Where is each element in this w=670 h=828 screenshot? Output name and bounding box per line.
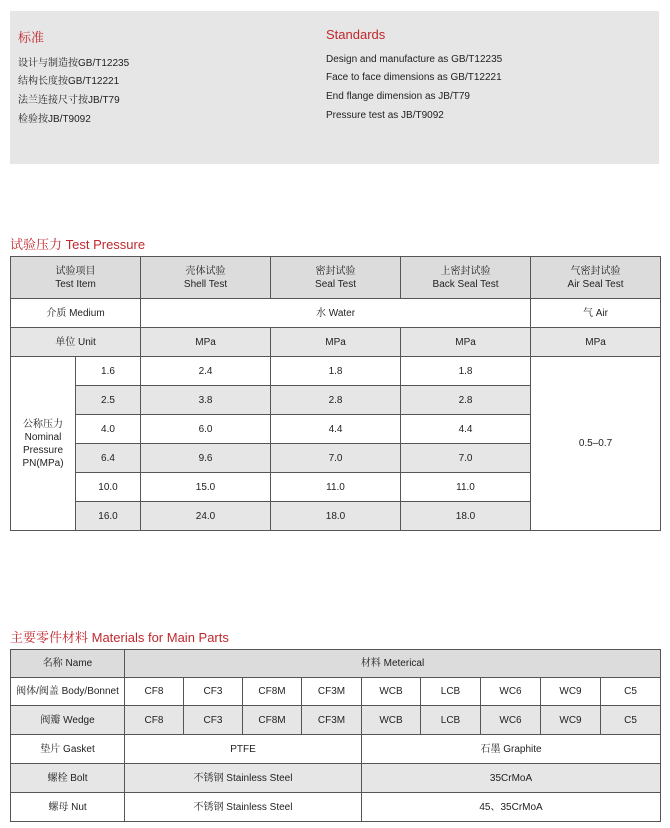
table-row-nut — [11, 793, 661, 822]
material-cell: WCB — [362, 678, 421, 706]
air-seal-value: 0.5–0.7 — [531, 357, 661, 531]
material-header: 材料 Meterical — [125, 650, 661, 678]
back-seal-value: 18.0 — [401, 502, 531, 531]
shell-value: 6.0 — [141, 415, 271, 444]
pn-value: 6.4 — [76, 444, 141, 473]
table-header-row — [11, 257, 661, 299]
gasket-label: 垫片 Gasket — [11, 735, 125, 764]
pn-value: 2.5 — [76, 386, 141, 415]
material-cell: WC9 — [541, 706, 601, 735]
material-cell: CF8M — [243, 706, 302, 735]
header-back-seal-test: 上密封试验 Back Seal Test — [401, 257, 531, 299]
header-test-item: 试验项目 Test Item — [11, 257, 141, 299]
standard-line-en: End flange dimension as JB/T79 — [326, 91, 470, 102]
body-label: 阀体/阀盖 Body/Bonnet — [11, 678, 125, 706]
test-pressure-title: 试验压力 Test Pressure — [10, 237, 146, 252]
standard-line-en: Pressure test as JB/T9092 — [326, 110, 444, 121]
shell-value: 15.0 — [141, 473, 271, 502]
materials-title: 主要零件材料 Materials for Main Parts — [10, 630, 229, 645]
standard-line-en: Face to face dimensions as GB/T12221 — [326, 72, 502, 83]
nut-label: 螺母 Nut — [11, 793, 125, 822]
seal-value: 18.0 — [271, 502, 401, 531]
back-seal-value: 2.8 — [401, 386, 531, 415]
test-pressure-table — [10, 256, 661, 531]
header-shell-test: 壳体试验 Shell Test — [141, 257, 271, 299]
shell-value: 2.4 — [141, 357, 271, 386]
bolt-label: 螺栓 Bolt — [11, 764, 125, 793]
shell-value: 24.0 — [141, 502, 271, 531]
unit-cell: MPa — [271, 328, 401, 357]
medium-air: 气 Air — [531, 299, 661, 328]
nut-material-a: 不锈钢 Stainless Steel — [125, 793, 362, 822]
pn-value: 16.0 — [76, 502, 141, 531]
bolt-material-b: 35CrMoA — [362, 764, 661, 793]
material-cell: CF3 — [184, 706, 243, 735]
header-air-seal-test: 气密封试验 Air Seal Test — [531, 257, 661, 299]
pn-value: 10.0 — [76, 473, 141, 502]
header-seal-test: 密封试验 Seal Test — [271, 257, 401, 299]
material-cell: CF3M — [302, 706, 362, 735]
material-cell: CF8M — [243, 678, 302, 706]
standard-line-cn: 法兰连接尺寸按JB/T79 — [18, 95, 120, 106]
standard-line-cn: 结构长度按GB/T12221 — [18, 76, 120, 87]
standard-line-en: Design and manufacture as GB/T12235 — [326, 54, 503, 65]
gasket-material-b: 石墨 Graphite — [362, 735, 661, 764]
material-cell: WC6 — [481, 678, 541, 706]
materials-table — [10, 649, 661, 822]
nut-material-b: 45、35CrMoA — [362, 793, 661, 822]
table-row-body — [11, 678, 661, 706]
nominal-pressure-label: 公称压力 Nominal Pressure PN(MPa) — [11, 357, 76, 531]
unit-cell: MPa — [531, 328, 661, 357]
unit-cell: MPa — [141, 328, 271, 357]
material-cell: CF3 — [184, 678, 243, 706]
table-row-medium — [11, 299, 661, 328]
seal-value: 4.4 — [271, 415, 401, 444]
table-row-wedge — [11, 706, 661, 735]
shell-value: 9.6 — [141, 444, 271, 473]
bolt-material-a: 不锈钢 Stainless Steel — [125, 764, 362, 793]
seal-value: 11.0 — [271, 473, 401, 502]
gasket-material-a: PTFE — [125, 735, 362, 764]
table-row — [11, 357, 661, 386]
pn-value: 4.0 — [76, 415, 141, 444]
wedge-label: 阀瓣 Wedge — [11, 706, 125, 735]
material-cell: CF3M — [302, 678, 362, 706]
name-header: 名称 Name — [11, 650, 125, 678]
unit-cell: MPa — [401, 328, 531, 357]
table-row-unit — [11, 328, 661, 357]
material-cell: C5 — [601, 678, 661, 706]
seal-value: 1.8 — [271, 357, 401, 386]
table-row-gasket — [11, 735, 661, 764]
material-cell: WC9 — [541, 678, 601, 706]
medium-water: 水 Water — [141, 299, 531, 328]
material-cell: CF8 — [125, 678, 184, 706]
back-seal-value: 4.4 — [401, 415, 531, 444]
shell-value: 3.8 — [141, 386, 271, 415]
table-row-bolt — [11, 764, 661, 793]
unit-label: 单位 Unit — [11, 328, 141, 357]
material-cell: LCB — [421, 706, 481, 735]
seal-value: 7.0 — [271, 444, 401, 473]
material-cell: CF8 — [125, 706, 184, 735]
standards-title-cn: 标准 — [18, 30, 45, 45]
pn-value: 1.6 — [76, 357, 141, 386]
medium-label: 介质 Medium — [11, 299, 141, 328]
material-cell: LCB — [421, 678, 481, 706]
seal-value: 2.8 — [271, 386, 401, 415]
back-seal-value: 7.0 — [401, 444, 531, 473]
back-seal-value: 11.0 — [401, 473, 531, 502]
standard-line-cn: 检验按JB/T9092 — [18, 114, 91, 125]
material-cell: WCB — [362, 706, 421, 735]
standard-line-cn: 设计与制造按GB/T12235 — [18, 58, 130, 69]
back-seal-value: 1.8 — [401, 357, 531, 386]
table-header-row — [11, 650, 661, 678]
material-cell: WC6 — [481, 706, 541, 735]
standards-title-en: Standards — [326, 27, 386, 42]
material-cell: C5 — [601, 706, 661, 735]
